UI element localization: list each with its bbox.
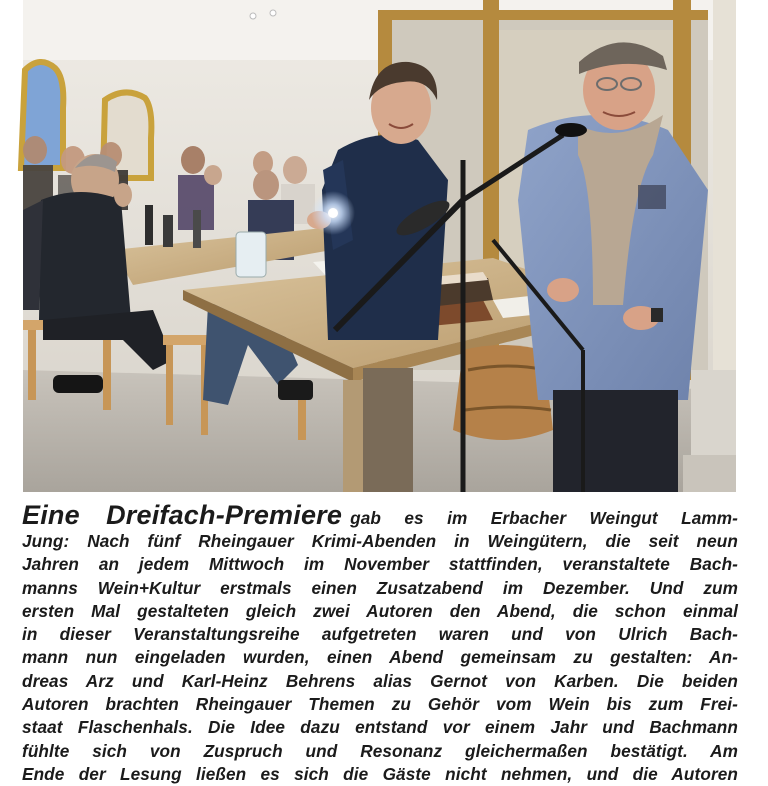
article-text (22, 500, 738, 784)
article-line: in dieser Veranstaltungsreihe aufgetreten waren und von Ulrich Bach- (22, 624, 738, 645)
article-line-1-rest: gab es im Erbacher Weingut Lamm- (350, 508, 738, 528)
event-photo (23, 0, 736, 492)
article-line: fühlte sich von Zuspruch und Resonanz gleichermaßen bestätigt. Am (22, 740, 738, 761)
article-line: mann nun eingeladen wurden, einen Abend gemeinsam zu gestalten: An- (22, 647, 738, 668)
article-line: Ende der Lesung ließen es sich die Gäste nicht nehmen, und die Autoren (22, 763, 738, 784)
article-line: staat Flaschenhals. Die Idee dazu entstand vor einem Jahr und Bachmann (22, 717, 738, 738)
article-headline: Eine Dreifach-Premiere (22, 500, 343, 530)
article-line: ersten Mal gestalteten gleich zwei Autoren den Abend, die schon einmal (22, 600, 738, 621)
article-line: manns Wein+Kultur erstmals einen Zusatzabend im Dezember. Und zum (22, 577, 738, 598)
article-line: Autoren brachten Rheingauer Themen zu Gehör vom Wein bis zum Frei- (22, 694, 738, 715)
article-line: Jung: Nach fünf Rheingauer Krimi-Abenden in Weingütern, die seit neun (22, 531, 738, 551)
article-line: Jahren an jedem Mittwoch im November stattfinden, veranstaltete Bach- (22, 554, 738, 575)
article-first-line (22, 500, 738, 530)
article-line: dreas Arz und Karl-Heinz Behrens alias Gernot von Karben. Die beiden (22, 670, 738, 691)
